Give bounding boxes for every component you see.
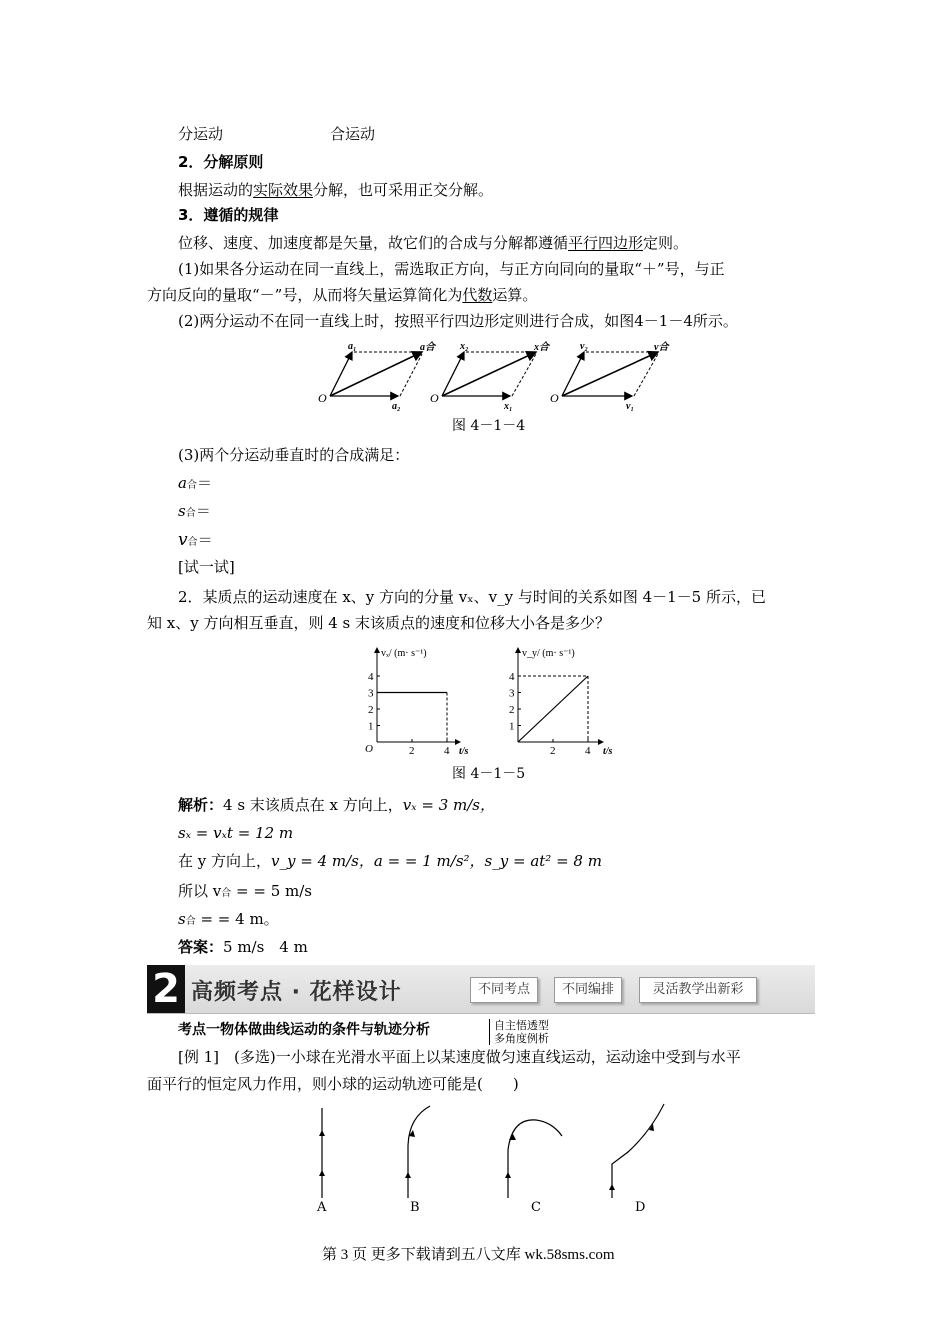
solution-line-2: sₓ = vₓt = 12 m	[178, 824, 294, 842]
vx-x-tick-label-2: 2	[409, 745, 415, 757]
fig414-label-v2: v₂	[580, 341, 588, 352]
answer-line: 答案：5 m/s 4 m	[178, 938, 308, 956]
vy-time-graph	[509, 648, 613, 757]
vx-axis-label: vₓ/ (m· s⁻¹)	[381, 648, 427, 659]
vy-y-tick-label-2: 2	[509, 704, 515, 716]
vy-y-tick-label-4: 4	[509, 671, 515, 683]
fig414-label-a-he: a合	[420, 342, 435, 353]
paragraph-decomposition: 根据运动的实际效果分解，也可采用正交分解。	[178, 181, 494, 199]
banner-title: 高频考点 · 花样设计	[191, 980, 402, 1005]
label-sub-motion: 分运动	[178, 125, 224, 143]
answer-label: 答案：	[178, 938, 224, 956]
fig414-label-a1: a₁	[348, 341, 357, 352]
fig414-label-x2: x₂	[460, 341, 469, 352]
vy-x-tick-label-2: 2	[550, 745, 556, 757]
tag-different-arrangement: 不同编排	[554, 977, 622, 1003]
formula-v-he: v合＝	[178, 530, 213, 550]
fig414-label-x-he: x合	[534, 342, 549, 353]
banner-number: 2	[147, 965, 185, 1013]
figure-velocity-graphs	[355, 642, 635, 760]
fig414-origin-x: O	[430, 391, 439, 405]
solution-line-1: 解析：4 s 末该质点在 x 方向上，vₓ = 3 m/s，	[178, 796, 495, 814]
vx-y-tick-label-3: 3	[368, 687, 374, 700]
parallelogram-v	[562, 352, 658, 396]
paragraph-not-same-line: (2)两分运动不在同一直线上时，按照平行四边形定则进行合成，如图4－1－4所示。	[178, 312, 738, 330]
fig414-label-v-he: v合	[654, 342, 669, 353]
vx-y-tick-label-2: 2	[368, 704, 374, 716]
formula-a-he: a合＝	[178, 474, 212, 492]
page-footer: 第 3 页 更多下载请到五八文库 wk.58sms.com	[322, 1247, 615, 1263]
vx-y-tick-label-4: 4	[368, 671, 374, 683]
vx-time-graph	[365, 648, 469, 757]
parallelogram-a	[330, 352, 422, 396]
option-b: B	[410, 1200, 420, 1215]
option-c: C	[531, 1200, 541, 1215]
fig414-origin-v: O	[550, 391, 559, 405]
trajectory-c	[505, 1120, 562, 1198]
formula-s-he: s合＝	[178, 502, 211, 520]
section-banner	[147, 965, 815, 1014]
caption-fig-4-1-4: 图 4－1－4	[452, 418, 526, 434]
vx-y-tick-label-1: 1	[368, 720, 374, 733]
option-d: D	[635, 1200, 646, 1215]
fig414-label-v1: v₁	[626, 401, 634, 412]
solution-label: 解析：	[178, 796, 224, 814]
heading-decomposition-principle: 2．分解原则	[178, 153, 264, 171]
fig414-label-a2: a₂	[392, 401, 401, 412]
paragraph-same-line-1: (1)如果各分运动在同一直线上，需选取正方向，与正方向同向的量取“＋”号，与正	[178, 260, 725, 278]
vy-t-label: t/s	[603, 746, 613, 757]
trajectory-a	[319, 1108, 325, 1198]
fig414-label-x1: x₁	[504, 401, 513, 412]
example-label: [例 1]	[178, 1048, 220, 1066]
solution-line-5: s合 = = 4 m。	[178, 910, 279, 928]
heading-try: [试一试]	[178, 558, 235, 576]
kaodian-title: 考点一物体做曲线运动的条件与轨迹分析	[178, 1022, 430, 1038]
tag-different-points: 不同考点	[470, 977, 538, 1003]
underlined-term: 实际效果	[253, 181, 314, 199]
trajectory-options	[300, 1100, 680, 1220]
tag-flexible-teaching: 灵活教学出新彩	[639, 977, 757, 1003]
trajectory-b	[405, 1106, 430, 1198]
question-2-line-1: 2．某质点的运动速度在 x、y 方向的分量 vₓ、v_y 与时间的关系如图 4－1－5 所示，已	[178, 588, 766, 606]
kaodian-side-note: 自主悟透型 多角度例析	[489, 1019, 549, 1045]
vx-t-label: t/s	[459, 746, 469, 757]
vy-series-line	[518, 676, 588, 742]
option-a: A	[317, 1200, 327, 1215]
solution-line-3: 在 y 方向上，v_y = 4 m/s，a = = 1 m/s²，s_y = at² = 8 m	[178, 852, 602, 870]
caption-fig-4-1-5: 图 4－1－5	[452, 766, 526, 782]
parallelogram-x	[442, 352, 536, 396]
solution-line-4: 所以 v合 = = 5 m/s	[178, 882, 312, 900]
vx-origin: O	[365, 743, 373, 755]
underlined-term: 代数	[462, 286, 493, 304]
figure-parallelograms	[310, 338, 690, 412]
label-combined-motion: 合运动	[330, 125, 376, 143]
vy-x-tick-label-4: 4	[585, 745, 591, 757]
heading-rules: 3．遵循的规律	[178, 206, 279, 224]
paragraph-same-line-2: 方向反向的量取“－”号，从而将矢量运算简化为代数运算。	[147, 286, 538, 304]
vy-y-tick-label-3: 3	[509, 687, 515, 700]
example-1-line-1: [例 1] (多选)一小球在光滑水平面上以某速度做匀速直线运动，运动途中受到与水平	[178, 1048, 741, 1066]
vy-y-tick-label-1: 1	[509, 720, 515, 733]
paragraph-vectors: 位移、速度、加速度都是矢量，故它们的合成与分解都遵循平行四边形定则。	[178, 234, 689, 252]
question-2-line-2: 知 x、y 方向相互垂直，则 4 s 末该质点的速度和位移大小各是多少？	[147, 614, 611, 632]
trajectory-d	[609, 1104, 664, 1198]
paragraph-perpendicular: (3)两个分运动垂直时的合成满足：	[178, 446, 410, 464]
fig414-origin-a: O	[318, 391, 327, 405]
vy-axis-label: v_y/ (m· s⁻¹)	[522, 648, 575, 659]
example-1-line-2: 面平行的恒定风力作用，则小球的运动轨迹可能是( )	[147, 1075, 519, 1093]
vx-x-tick-label-4: 4	[444, 745, 450, 757]
underlined-term: 平行四边形	[568, 234, 644, 252]
